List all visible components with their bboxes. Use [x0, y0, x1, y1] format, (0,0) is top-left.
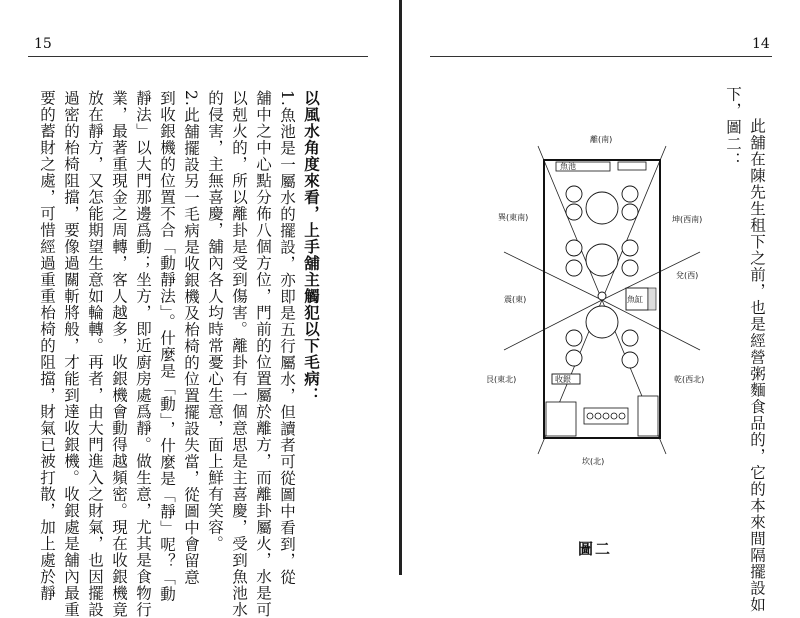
text-column-12: 要的蓄財之處，可惜經過重重枱椅的阻擋，財氣已被打散，加上處於靜 [38, 90, 56, 602]
direction-northeast: 艮(東北) [486, 375, 517, 384]
entrance-pond-label: 魚池 [560, 162, 576, 171]
text-column-r1: 此舖在陳先生租下之前，也是經營粥麵食品的，它的本來間隔擺設如 [748, 118, 766, 613]
fish-tank-label: 魚缸 [627, 295, 643, 304]
text-column-7: 到收銀機的位置不合「動靜法」。什麼是「動」，什麼是「靜」呢？「動 [158, 90, 176, 603]
floor-plan-diagram [486, 128, 728, 478]
page-number-right: 14 [752, 36, 770, 52]
page-number-left: 15 [34, 36, 52, 52]
figure-caption: 圖二 [578, 540, 613, 558]
text-column-1: 以風水角度來看，上手舖主觸犯以下毛病： [302, 90, 321, 404]
kitchen-area [546, 396, 658, 436]
text-column-9: 業，最著重現金之周轉，客人越多，收銀機會動得越頻密。現在收銀機竟 [110, 90, 128, 618]
direction-northwest: 乾(西北) [674, 375, 705, 384]
header-rule-left [28, 56, 368, 57]
text-column-10: 放在靜方，又怎能期望生意如輪轉。再者，由大門進入之財氣，也因擺設 [86, 90, 104, 618]
text-column-2: 1.魚池是一屬水的擺設，亦即是五行屬水，但讀者可從圖中看到，從 [278, 90, 296, 586]
text-column-11: 過密的枱椅阻擋，要像過關斬將般，才能到達收銀機。收銀處是舖內最重 [62, 90, 80, 618]
text-column-5: 的侵害，主無喜慶，舖內各人均時常憂心生意，面上鮮有笑容。 [206, 90, 224, 552]
header-rule-right [430, 56, 772, 57]
direction-southwest: 坤(西南) [672, 215, 703, 224]
direction-north: 坎(北) [582, 457, 605, 466]
text-column-8: 靜法」以大門那邊爲動；坐方，即近廚房處爲靜。做生意，尤其是食物行 [134, 90, 152, 618]
cashier-label: 收銀 [555, 375, 571, 384]
text-column-6: 2.此舖擺設另一毛病是收銀機及枱椅的位置擺設失當，從圖中會留意 [182, 90, 200, 586]
direction-south: 離(南) [590, 135, 613, 144]
text-column-4: 以剋火的，所以離卦是受到傷害。離卦有一個意思是主喜慶，受到魚池水 [230, 90, 248, 618]
direction-west: 兌(西) [676, 271, 699, 280]
text-column-r2: 下，圖二： [724, 86, 742, 169]
direction-southeast: 巽(東南) [498, 213, 529, 222]
tables [566, 186, 638, 368]
direction-east: 震(東) [504, 295, 527, 304]
text-column-3: 舖中之中心點分佈八個方位，門前的位置屬於離方，而離卦屬火，水是可 [254, 90, 272, 618]
entrance-fixture [618, 162, 646, 170]
